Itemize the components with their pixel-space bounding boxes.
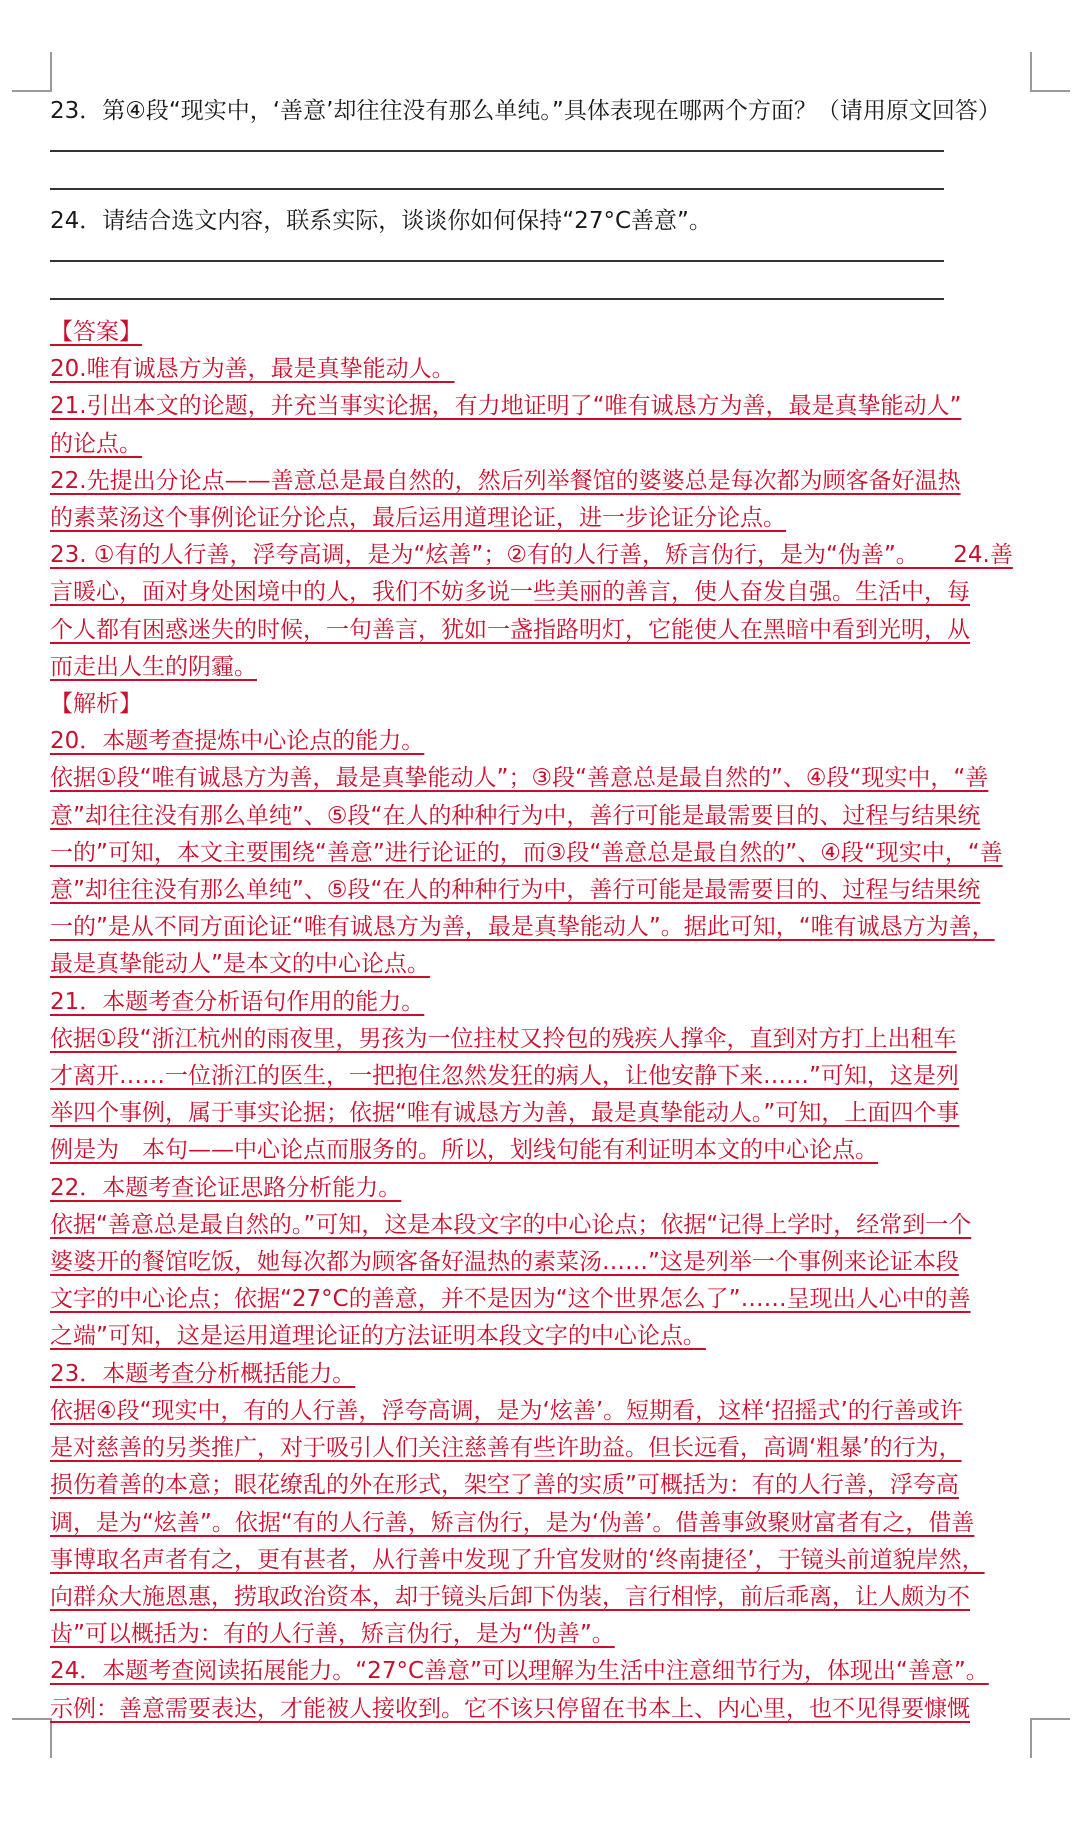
answer-text-line: 向群众大施恩惠，捞取政治资本，却于镜头后卸下伪装，言行相悖，前后乖离，让人颇为不 — [50, 1583, 970, 1610]
answer-text-line: 22．本题考查论证思路分析能力。 — [50, 1174, 402, 1201]
answer-analysis-section — [50, 314, 1034, 1728]
answer-text-line: 文字的中心论点；依据“27°C的善意，并不是因为“这个世界怎么了”……呈现出人心中的善 — [50, 1286, 971, 1313]
answer-text-line: 20.唯有诚恳方为善，最是真挚能动人。 — [50, 356, 455, 383]
answer-text-line: 是对慈善的另类推广，对于吸引人们关注慈善有些许助益。但长远看，高调‘粗暴’的行为， — [50, 1435, 962, 1462]
answer-text-line: 21．本题考查分析语句作用的能力。 — [50, 988, 425, 1015]
answer-text-line: 事博取名声者有之，更有甚者，从行善中发现了升官发财的‘终南捷径’，于镜头前道貌岸然， — [50, 1546, 985, 1573]
answer-text-line: 22.先提出分论点——善意总是最自然的，然后列举餐馆的婆婆总是每次都为顾客备好温热 — [50, 467, 961, 494]
answer-text-line: 才离开……一位浙江的医生，一把抱住忽然发狂的病人，让他安静下来……”可知，这是列 — [50, 1063, 959, 1090]
answer-text-line: 意”却往往没有那么单纯”、⑤段“在人的种种行为中，善行可能是最需要目的、过程与结果统 — [50, 877, 981, 904]
answer-text-line: 示例：善意需要表达，才能被人接收到。它不该只停留在书本上、内心里，也不见得要慷慨 — [50, 1695, 970, 1722]
answer-blank-line — [50, 298, 944, 300]
answer-blank-line — [50, 188, 944, 190]
answer-text-line: 例是为 本句——中心论点而服务的。所以，划线句能有利证明本文的中心论点。 — [50, 1137, 878, 1164]
answer-text-line: 依据①段“浙江杭州的雨夜里，男孩为一位拄杖又拎包的残疾人撑伞，直到对方打上出租车 — [50, 1025, 957, 1052]
answer-text-line: 一的”是从不同方面论证“唯有诚恳方为善，最是真挚能动人”。据此可知，“唯有诚恳方为善， — [50, 914, 995, 941]
crop-mark-bottom-right — [1030, 1718, 1070, 1758]
answer-text-line: 20．本题考查提炼中心论点的能力。 — [50, 728, 425, 755]
answer-text-line: 21.引出本文的论题，并充当事实论据，有力地证明了“唯有诚恳方为善，最是真挚能动人” — [50, 393, 962, 420]
answer-text-line: 意”却往往没有那么单纯”、⑤段“在人的种种行为中，善行可能是最需要目的、过程与结果统 — [50, 802, 981, 829]
crop-mark-top-left — [12, 52, 52, 92]
answer-text-line: 23. ①有的人行善，浮夸高调，是为“炫善”；②有的人行善，矫言伪行，是为“伪善”。 24.善 — [50, 542, 1013, 569]
answer-text-line: 【答案】 — [50, 319, 142, 345]
answer-text-line: 举四个事例，属于事实论据；依据“唯有诚恳方为善，最是真挚能动人。”可知，上面四个事 — [50, 1100, 960, 1127]
answer-text-line: 损伤着善的本意；眼花缭乱的外在形式，架空了善的实质”可概括为：有的人行善，浮夸高 — [50, 1472, 959, 1499]
answer-text-line: 调，是为“炫善”。依据“有的人行善，矫言伪行，是为‘伪善’。借善事敛聚财富者有之，借善 — [50, 1509, 975, 1536]
page-content — [50, 94, 1034, 1728]
answer-text-line: 依据“善意总是最自然的。”可知，这是本段文字的中心论点；依据“记得上学时，经常到一个 — [50, 1211, 972, 1238]
answer-text-line: 的论点。 — [50, 430, 142, 457]
answer-text-line: 依据④段“现实中，有的人行善，浮夸高调，是为‘炫善’。短期看，这样‘招摇式’的行善或许 — [50, 1397, 963, 1424]
answer-text-line: 个人都有困惑迷失的时候，一句善言，犹如一盏指路明灯，它能使人在黑暗中看到光明，从 — [50, 616, 970, 643]
answer-text-line: 的素菜汤这个事例论证分论点，最后运用道理论证，进一步论证分论点。 — [50, 505, 786, 532]
answer-text-line: 婆婆开的餐馆吃饭，她每次都为顾客备好温热的素菜汤……”这是列举一个事例来论证本段 — [50, 1249, 959, 1276]
answer-text-line: 一的”可知，本文主要围绕“善意”进行论证的，而③段“善意总是最自然的”、④段“现实中，“善 — [50, 839, 1003, 866]
answer-text-line: 齿”可以概括为：有的人行善，矫言伪行，是为“伪善”。 — [50, 1621, 615, 1648]
answer-blank-line — [50, 150, 944, 152]
crop-mark-top-right — [1030, 52, 1070, 92]
answer-text-line: 24．本题考查阅读拓展能力。“27°C善意”可以理解为生活中注意细节行为，体现出“善意”。 — [50, 1658, 989, 1685]
answer-blank-line — [50, 260, 944, 262]
answer-text-line: 23．本题考查分析概括能力。 — [50, 1360, 356, 1387]
answer-text-line: 而走出人生的阴霾。 — [50, 653, 257, 680]
crop-mark-bottom-left — [12, 1718, 52, 1758]
answer-text-line: 之端”可知，这是运用道理论证的方法证明本段文字的中心论点。 — [50, 1323, 706, 1350]
answer-text-line: 【解析】 — [50, 691, 142, 718]
answer-text-line: 言暖心，面对身处困境中的人，我们不妨多说一些美丽的善言，使人奋发自强。生活中，每 — [50, 579, 970, 606]
answer-text-line: 依据①段“唯有诚恳方为善，最是真挚能动人”；③段“善意总是最自然的”、④段“现实中，“善 — [50, 765, 989, 792]
question-24: 24．请结合选文内容，联系实际，谈谈你如何保持“27°C善意”。 — [50, 208, 712, 234]
question-23: 23．第④段“现实中，‘善意’却往往没有那么单纯。”具体表现在哪两个方面？（请用原文回答） — [50, 98, 1001, 124]
answer-text-line: 最是真挚能动人”是本文的中心论点。 — [50, 951, 430, 978]
